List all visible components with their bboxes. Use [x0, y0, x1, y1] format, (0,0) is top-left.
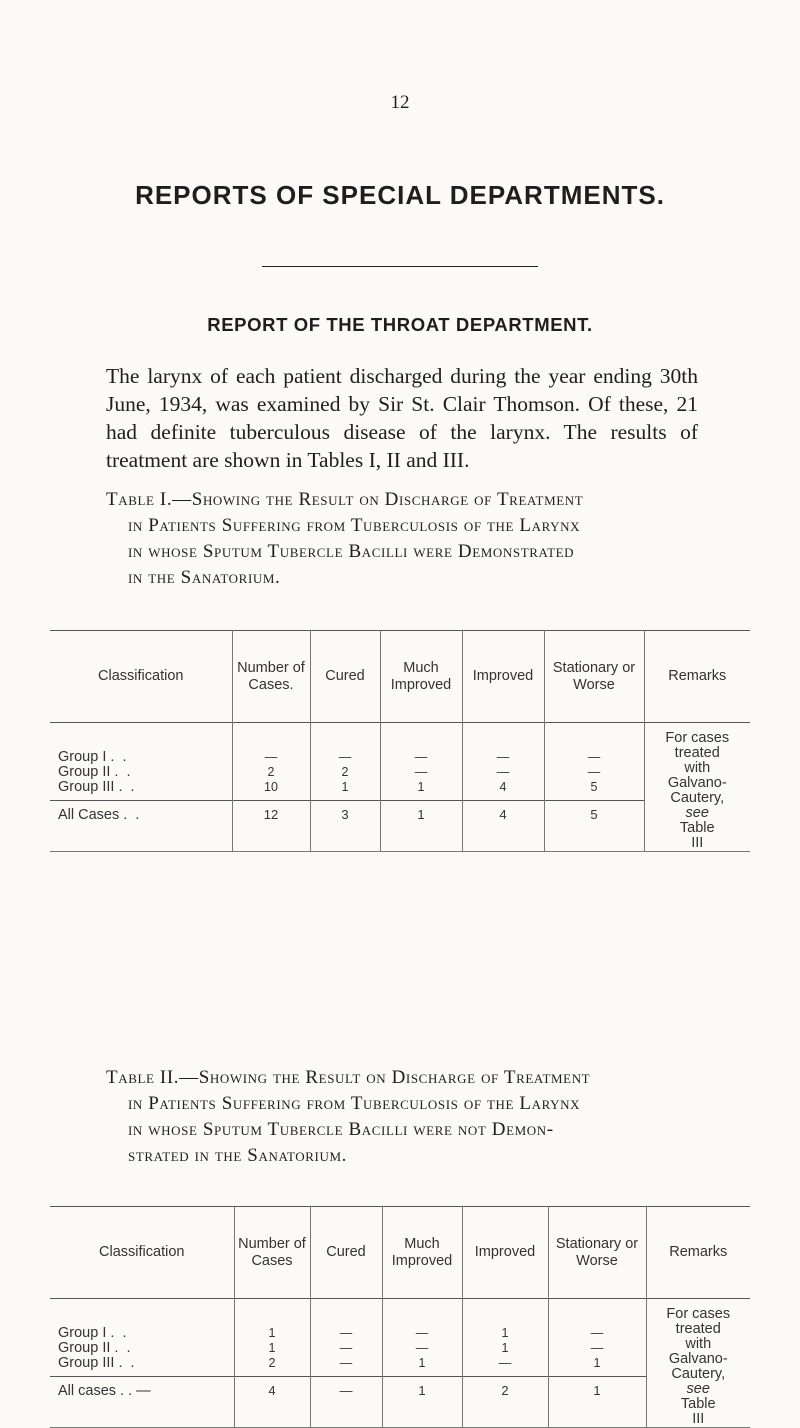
table-header-row	[50, 1207, 750, 1299]
value: —	[339, 1341, 353, 1355]
table-2-title	[106, 1065, 706, 1169]
value: —	[339, 1356, 353, 1370]
group-label: Group III	[58, 1355, 115, 1371]
value: 1	[268, 1326, 276, 1340]
table-row	[50, 1299, 750, 1377]
header-remarks: Remarks	[646, 1207, 750, 1299]
table-row	[50, 723, 750, 801]
remarks-line: with	[685, 1336, 712, 1352]
value: —	[414, 750, 428, 764]
remarks-line: Cautery,	[671, 1366, 726, 1382]
much-improved-cell	[380, 723, 462, 801]
number-cell	[234, 1299, 310, 1377]
classification-cell	[50, 723, 232, 801]
remarks-line: For cases	[665, 730, 730, 746]
header-cured: Cured	[310, 1207, 382, 1299]
improved-cell: 2	[462, 1377, 548, 1428]
header-much-improved: Much Improved	[380, 631, 462, 723]
value: —	[590, 1341, 604, 1355]
table-1-title	[106, 487, 706, 591]
header-number-of-cases: Number of Cases	[234, 1207, 310, 1299]
group-label: Group I	[58, 749, 107, 765]
table-1-title-line: in Patients Suffering from Tuberculosis of the Larynx	[128, 515, 581, 536]
value: 4	[499, 780, 507, 794]
table-1	[50, 630, 750, 852]
table-header-row	[50, 631, 750, 723]
header-remarks: Remarks	[644, 631, 750, 723]
remarks-line: treated	[675, 1321, 721, 1337]
remarks-line: with	[684, 760, 711, 776]
leader-dots: . .	[118, 779, 137, 795]
value: —	[264, 750, 278, 764]
table-1-title-line: in whose Sputum Tubercle Bacilli were Demonstrated	[128, 541, 575, 562]
value: 1	[341, 780, 349, 794]
value: —	[415, 1326, 429, 1340]
value: —	[414, 765, 428, 779]
header-stationary-or-worse: Stationary or Worse	[548, 1207, 646, 1299]
table-2	[50, 1206, 750, 1428]
value: —	[496, 765, 510, 779]
remarks-line: see	[685, 805, 709, 821]
header-much-improved: Much Improved	[382, 1207, 462, 1299]
value: —	[590, 1326, 604, 1340]
totals-row	[50, 1377, 750, 1428]
value: —	[496, 750, 510, 764]
value: 1	[268, 1341, 276, 1355]
remarks-line: Galvano-	[667, 775, 727, 791]
much-improved-cell: 1	[382, 1377, 462, 1428]
page-number: 12	[390, 92, 410, 113]
remarks-line: see	[686, 1381, 710, 1397]
leader-dots: . .	[114, 1340, 133, 1356]
remarks-cell	[644, 723, 750, 852]
value: —	[338, 750, 352, 764]
leader-dots: . .	[110, 749, 129, 765]
value: 10	[264, 780, 278, 794]
number-cell: 4	[234, 1377, 310, 1428]
header-number-of-cases: Number of Cases.	[232, 631, 310, 723]
group-label: Group III	[58, 779, 115, 795]
improved-cell: 4	[462, 801, 544, 852]
value: 1	[501, 1326, 509, 1340]
cured-cell: —	[310, 1377, 382, 1428]
classification-cell	[50, 1299, 234, 1377]
header-classification: Classification	[98, 668, 184, 684]
improved-cell	[462, 723, 544, 801]
table-1-title-line: Table I.—Showing the Result on Discharge of Treatment	[106, 489, 584, 510]
group-label: Group I	[58, 1325, 107, 1341]
table-2-title-line: strated in the Sanatorium.	[128, 1145, 347, 1166]
remarks-cell	[646, 1299, 750, 1428]
remarks-line: Table	[679, 820, 715, 836]
value: 1	[501, 1341, 509, 1355]
remarks-line: III	[692, 1411, 705, 1427]
number-cell	[232, 723, 310, 801]
remarks-line: III	[691, 835, 704, 851]
value: 1	[417, 780, 425, 794]
group-label: Group II	[58, 764, 111, 780]
main-heading: REPORTS OF SPECIAL DEPARTMENTS.	[135, 180, 665, 210]
value: —	[498, 1356, 512, 1370]
stationary-cell	[544, 723, 644, 801]
classification-cell	[50, 801, 232, 852]
totals-label: All Cases	[58, 807, 120, 823]
stationary-cell: 5	[544, 801, 644, 852]
cured-cell: 3	[310, 801, 380, 852]
intro-paragraph: The larynx of each patient discharged during the year ending 30th June, 1934, was examined by Sir St. Clair Thomson. Of these, 21 had definite tuberculous disease of the larynx. The results of treatment are shown in Tables I, II and III.	[106, 364, 698, 472]
table-1-title-line: in the Sanatorium.	[128, 567, 281, 588]
value: —	[339, 1326, 353, 1340]
leader-dots: . .	[110, 1325, 129, 1341]
section-heading: REPORT OF THE THROAT DEPARTMENT.	[207, 314, 593, 335]
header-stationary-or-worse: Stationary or Worse	[544, 631, 644, 723]
value: 1	[418, 1356, 426, 1370]
value: 2	[268, 1356, 276, 1370]
heading-divider	[262, 266, 538, 267]
totals-label: All cases . . —	[58, 1383, 151, 1399]
table-2-title-line: in whose Sputum Tubercle Bacilli were not Demon-	[128, 1119, 554, 1140]
value: 5	[590, 780, 598, 794]
improved-cell	[462, 1299, 548, 1377]
remarks-line: For cases	[666, 1306, 731, 1322]
stationary-cell: 1	[548, 1377, 646, 1428]
remarks-line: Table	[680, 1396, 716, 1412]
much-improved-cell: 1	[380, 801, 462, 852]
header-classification: Classification	[99, 1244, 185, 1260]
remarks-line: Galvano-	[668, 1351, 728, 1367]
group-label: Group II	[58, 1340, 111, 1356]
value: 2	[267, 765, 275, 779]
remarks-line: treated	[674, 745, 720, 761]
value: —	[587, 750, 601, 764]
value: —	[415, 1341, 429, 1355]
leader-dots: . .	[123, 807, 142, 823]
cured-cell	[310, 1299, 382, 1377]
classification-cell	[50, 1377, 234, 1428]
leader-dots: . .	[118, 1355, 137, 1371]
table-2-title-line: in Patients Suffering from Tuberculosis of the Larynx	[128, 1093, 581, 1114]
value: 1	[593, 1356, 601, 1370]
number-cell: 12	[232, 801, 310, 852]
stationary-cell	[548, 1299, 646, 1377]
remarks-line: Cautery,	[670, 790, 725, 806]
much-improved-cell	[382, 1299, 462, 1377]
leader-dots: . .	[114, 764, 133, 780]
value: 2	[341, 765, 349, 779]
value: —	[587, 765, 601, 779]
header-cured: Cured	[310, 631, 380, 723]
table-2-title-line: Table II.—Showing the Result on Discharge of Treatment	[106, 1067, 591, 1088]
cured-cell	[310, 723, 380, 801]
header-improved: Improved	[462, 1207, 548, 1299]
header-improved: Improved	[462, 631, 544, 723]
